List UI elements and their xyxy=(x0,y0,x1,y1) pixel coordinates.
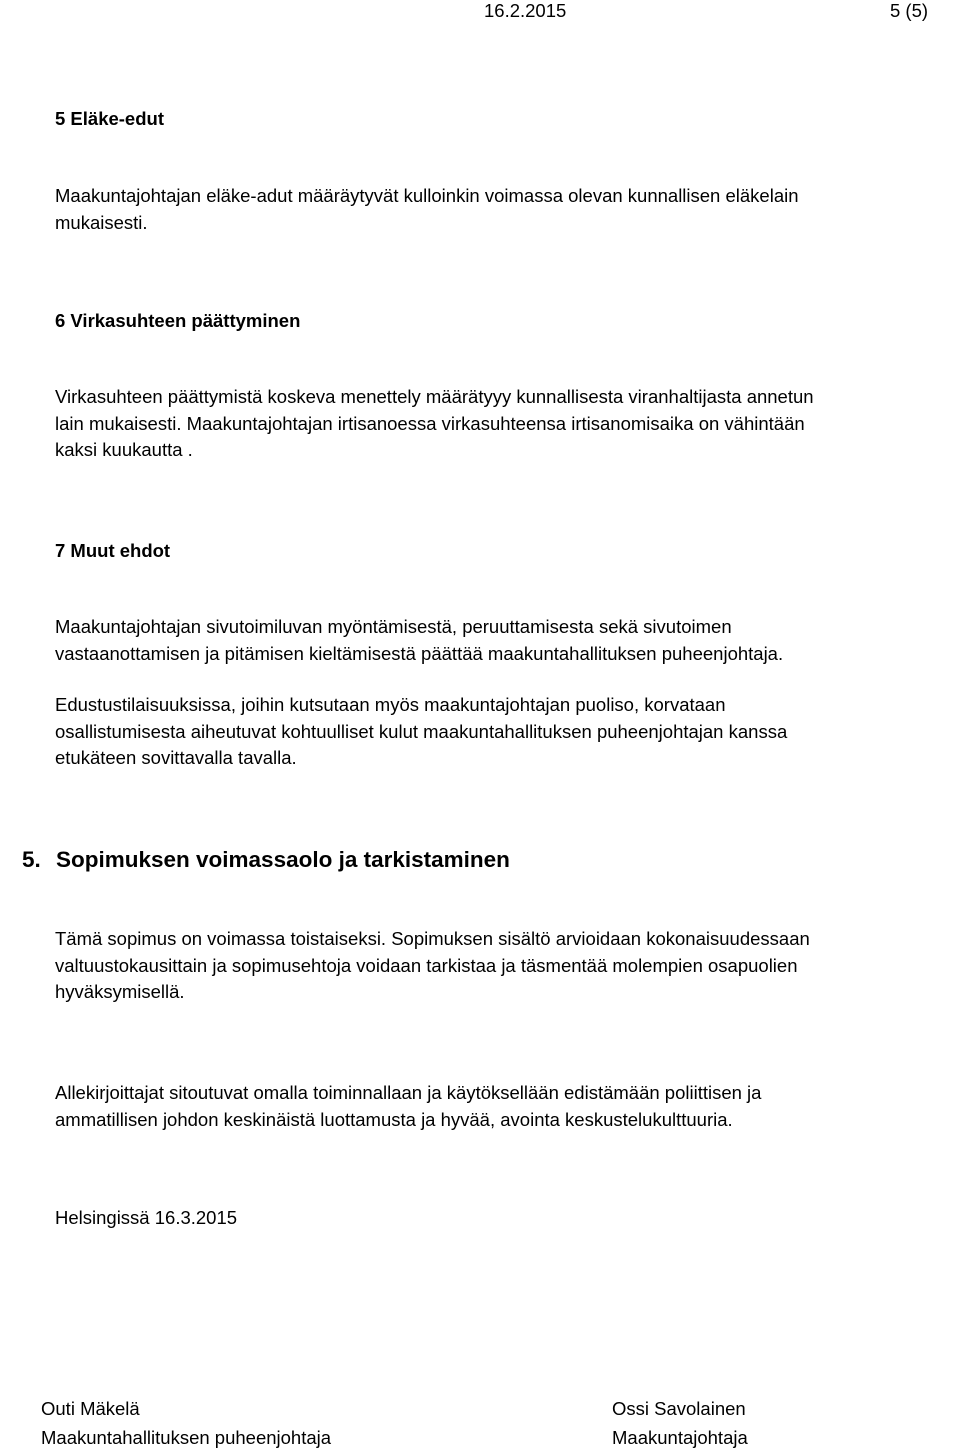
section-heading-other-terms: 7 Muut ehdot xyxy=(55,540,171,561)
section-text-other-terms-2 xyxy=(55,692,955,772)
text-line: Maakuntajohtajan eläke-adut määräytyvät kulloinkin voimassa olevan kunnallisen eläkelain xyxy=(55,185,799,206)
text-line: lain mukaisesti. Maakuntajohtajan irtisanoessa virkasuhteensa irtisanomisaika on vähintään xyxy=(55,412,805,434)
text-line: Tämä sopimus on voimassa toistaiseksi. Sopimuksen sisältö arvioidaan kokonaisuudessaan xyxy=(55,928,810,949)
signatory-name-1: Outi Mäkelä xyxy=(41,1398,140,1419)
section-heading-pension: 5 Eläke-edut xyxy=(55,108,164,129)
page-number: 5 (5) xyxy=(890,0,929,21)
header-date: 16.2.2015 xyxy=(484,0,567,21)
main-section-text-1 xyxy=(55,926,955,1006)
text-line: osallistumisesta aiheutuvat kohtuulliset kulut maakuntahallituksen puheenjohtajan kanssa xyxy=(55,720,788,742)
text-line: Maakuntajohtajan sivutoimiluvan myöntämisestä, peruuttamisesta sekä sivutoimen xyxy=(55,616,732,637)
text-line: vastaanottamisen ja pitämisen kieltämisestä päättää maakuntahallituksen puheenjohtaja. xyxy=(55,642,784,664)
text-line: etukäteen sovittavalla tavalla. xyxy=(55,747,297,768)
text-line: valtuustokausittain ja sopimusehtoja voidaan tarkistaa ja täsmentää molempien osapuolien xyxy=(55,954,798,976)
place-date: Helsingissä 16.3.2015 xyxy=(55,1207,238,1228)
main-section-heading xyxy=(22,846,510,874)
main-section-title: Sopimuksen voimassaolo ja tarkistaminen xyxy=(56,847,510,872)
text-line: mukaisesti. xyxy=(55,211,148,233)
text-line: Edustustilaisuuksissa, joihin kutsutaan myös maakuntajohtajan puoliso, korvataan xyxy=(55,694,726,715)
main-section-number: 5. xyxy=(22,847,41,872)
section-text-pension xyxy=(55,183,955,236)
text-line: kaksi kuukautta . xyxy=(55,439,193,460)
main-section-text-2 xyxy=(55,1080,955,1133)
signatory-name-2: Ossi Savolainen xyxy=(612,1398,746,1419)
section-text-termination xyxy=(55,384,955,464)
signatory-title-2: Maakuntajohtaja xyxy=(612,1427,748,1448)
text-line: ammatillisen johdon keskinäistä luottamusta ja hyvää, avointa keskustelukulttuuria. xyxy=(55,1108,733,1130)
text-line: Allekirjoittajat sitoutuvat omalla toiminnallaan ja käytöksellään edistämään poliittisen ja xyxy=(55,1082,762,1103)
text-line: hyväksymisellä. xyxy=(55,981,185,1002)
section-text-other-terms-1 xyxy=(55,614,955,667)
section-heading-termination: 6 Virkasuhteen päättyminen xyxy=(55,310,301,331)
text-line: Virkasuhteen päättymistä koskeva menettely määrätyyy kunnallisesta viranhaltijasta annetun xyxy=(55,386,814,407)
signatory-title-1: Maakuntahallituksen puheenjohtaja xyxy=(41,1427,332,1448)
